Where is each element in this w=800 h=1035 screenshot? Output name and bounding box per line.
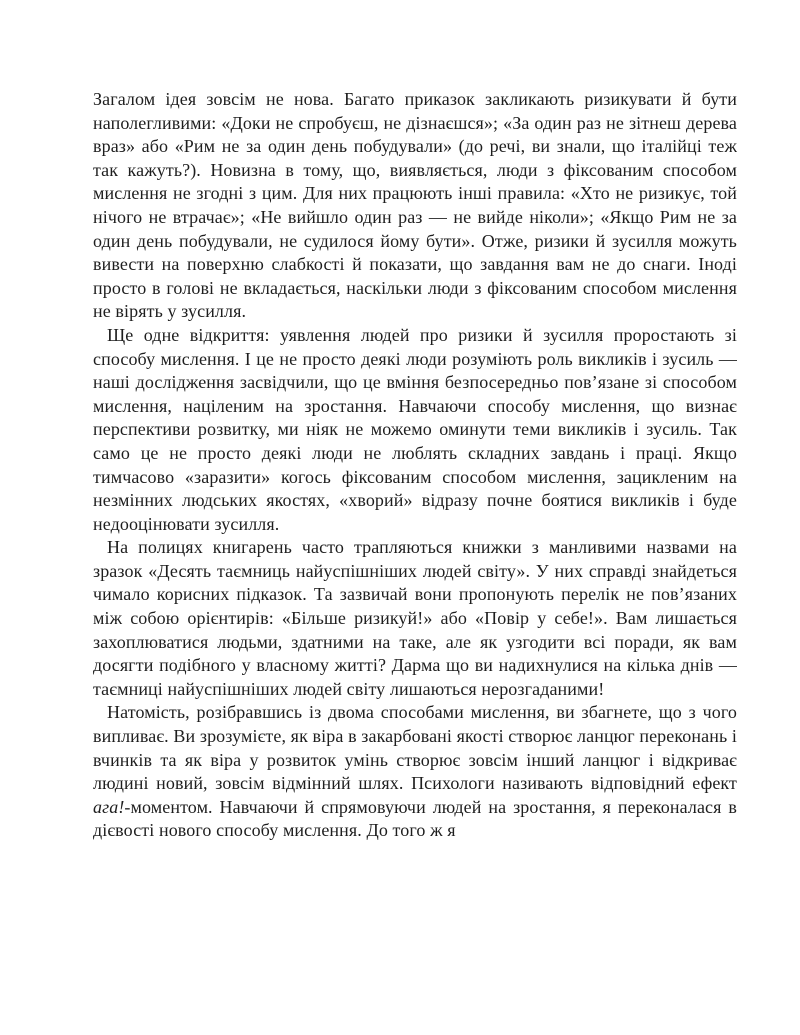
paragraph-text: Натомість, розібравшись із двома способами мислення, ви збагнете, що з чого випливає. Ви зрозумієте, як віра в закарбовані якості створює ланцюг переконань і вчинків та як віра у розвиток умінь створює зовсім інший ланцюг і відкриває людині новий, зовсім відмінний шлях. Психологи називають відповідний ефект: [93, 702, 737, 794]
body-paragraph: На полицях книгарень часто трапляються книжки з манливими назвами на зразок «Десять таємниць найуспішніших людей світу». У них справді знайдеться чимало корисних підказок. Та зазвичай вони пропонують перелік не пов’язаних між собою орієнтирів: «Більше ризикуй!» або «Повір у себе!». Вам лишається захоплюватися людьми, здатними на таке, але як узгодити всі поради, як вам досягти подібного у власному житті? Дарма що ви надихнулися на кілька днів — таємниці найуспішніших людей світу лишаються нерозгаданими!: [93, 537, 737, 699]
body-paragraph: Ще одне відкриття: уявлення людей про ризики й зусилля проростають зі способу мислення. І це не просто деякі люди розуміють роль викликів і зусиль — наші дослідження засвідчили, що це вміння безпосередньо пов’язане зі способом мислення, націленим на зростання. Навчаючи способу мислення, що визнає перспективи розвитку, ми ніяк не можемо оминути теми викликів і зусиль. Так само це не просто деякі люди не люблять складних завдань і праці. Якщо тимчасово «заразити» когось фіксованим способом мислення, зацикленим на незмінних людських якостях, «хворий» відразу почне боятися викликів і буде недооцінювати зусилля.: [93, 324, 737, 534]
paragraph-text: -моментом. Навчаючи й спрямовуючи людей на зростання, я переконалася в дієвості нового способу мислення. До того ж я: [93, 796, 737, 841]
body-paragraph: Загалом ідея зовсім не нова. Багато приказок закликають ризикувати й бути наполегливими: «Доки не спробуєш, не дізнаєшся»; «За один раз не зітнеш дерева враз» або «Рим не за один день побудували» (до речі, ви знали, що італійці теж так кажуть?). Новизна в тому, що, виявляється, люди з фіксованим способом мислення не згодні з цим. Для них працюють інші правила: «Хто не ризикує, той нічого не втрачає»; «Не вийшло один раз — не вийде ніколи»; «Якщо Рим не за один день побудували, не судилося йому бути». Отже, ризики й зусилля можуть вивести на поверхню слабкості й показати, що завдання вам не до снаги. Іноді просто в голові не вкладається, наскільки люди з фіксованим способом мислення не вірять у зусилля.: [93, 89, 737, 322]
page-text-block: [93, 88, 737, 843]
body-paragraph: [93, 701, 737, 843]
emphasis-aha-moment: ага!: [93, 796, 125, 817]
